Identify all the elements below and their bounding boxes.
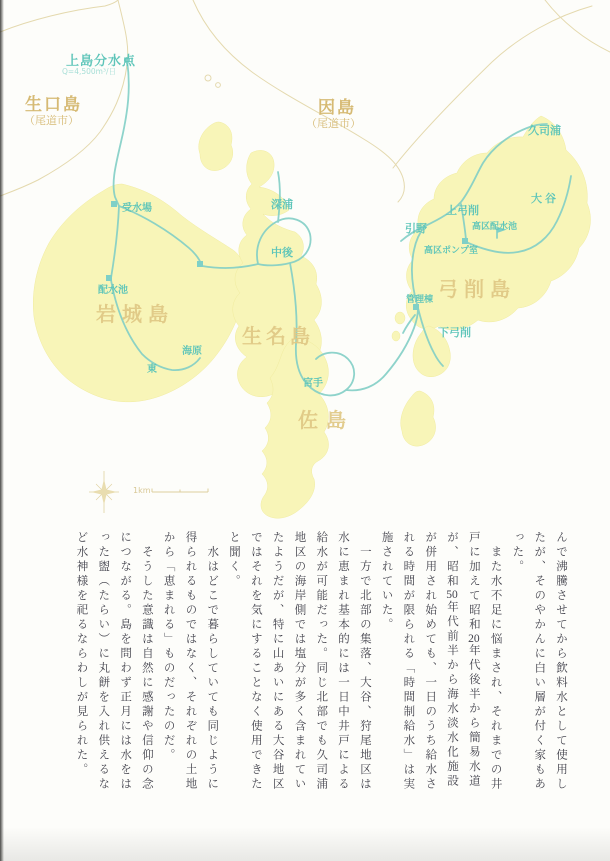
scale-label: 1km xyxy=(133,486,151,495)
paragraph: また水不足に悩まされ、それまでの井戸に加えて昭和20年代後半から簡易水道が、昭和50年代前半から海水淡水化施設が併用され始めても、一日のうち給水される時間が限られる「時間制給水」は実施されていた。 xyxy=(380,531,502,792)
jusuijo-marker xyxy=(111,201,117,207)
place-label-kaihara: 海原 xyxy=(182,346,202,357)
island-label-yugejima: 弓削島 xyxy=(438,277,516,301)
branch-point-sublabel: Q=4,500m³/日 xyxy=(62,67,116,76)
islet xyxy=(392,331,400,341)
place-label-nakago: 中後 xyxy=(271,246,293,259)
compass-rose-icon xyxy=(89,471,119,513)
place-label-kamiyuge: 上弓削 xyxy=(446,204,479,217)
island-iwagijima xyxy=(33,184,246,402)
place-label-shimoyuge: 下弓削 xyxy=(438,326,471,339)
island-label-innoshima-city: （尾道市） xyxy=(306,117,361,130)
facility-label-koku-haisuichi: 高区配水池 xyxy=(472,222,518,232)
island-label-ikuchijima-city: （尾道市） xyxy=(24,114,79,127)
island-label-innoshima: 因島 xyxy=(318,98,356,118)
page-bottom-shadow xyxy=(0,827,610,861)
island-label-sashima: 佐島 xyxy=(298,408,354,432)
paragraph: そうした意識は自然に感謝や信仰の念につながる。島を問わず正月には水をはった盥（たらい）に丸餅を入れ供えるなど水神様を祀るならわしが見られた。 xyxy=(75,531,153,792)
island-small-nw xyxy=(199,122,233,171)
facility-label-jusuijo: 受水場 xyxy=(122,203,152,214)
place-label-kushiura: 久司浦 xyxy=(528,124,561,137)
branch-point-label: 上島分水点 xyxy=(66,54,137,69)
place-label-higashi: 東 xyxy=(147,364,157,375)
paragraph: 一方で北部の集落、大谷、狩尾地区は水に恵まれ基本的には一日中井戸による給水が可能だった。同じ北部でも久司浦地区の海岸側では塩分が多く含まれていたようだが、特に山あいにある大谷地区ではそれを気にすることなく使用できたと聞く。 xyxy=(228,531,371,792)
islet xyxy=(395,312,405,324)
paragraph: んで沸騰させてから飲料水として使用したが、そのやかんに白い層が付く家もあった。 xyxy=(511,531,567,792)
place-label-hikino: 引野 xyxy=(405,222,427,235)
place-label-fukaura: 深浦 xyxy=(271,198,293,211)
article-text xyxy=(66,531,571,794)
page-binding-edge xyxy=(0,0,4,861)
facility-label-kanrito: 管理棟 xyxy=(406,295,434,305)
island-small-se xyxy=(401,391,436,446)
island-label-ikinajima: 生名島 xyxy=(242,324,314,348)
island-label-iwagijima: 岩城島 xyxy=(96,302,174,326)
paragraph: 水はどこで暮らしていても同じように得られるものではなく、それぞれの土地から「恵まれる」ものだったのだ。 xyxy=(162,531,219,792)
junction-marker xyxy=(197,261,203,267)
scale-bar xyxy=(152,489,208,493)
island-label-ikuchijima: 生口島 xyxy=(25,95,82,115)
place-label-miyade: 宮手 xyxy=(303,378,323,389)
facility-label-haisuichi: 配水池 xyxy=(98,285,128,296)
place-label-otani: 大谷 xyxy=(531,192,559,205)
facility-label-koku-pump: 高区ポンプ室 xyxy=(424,246,479,256)
